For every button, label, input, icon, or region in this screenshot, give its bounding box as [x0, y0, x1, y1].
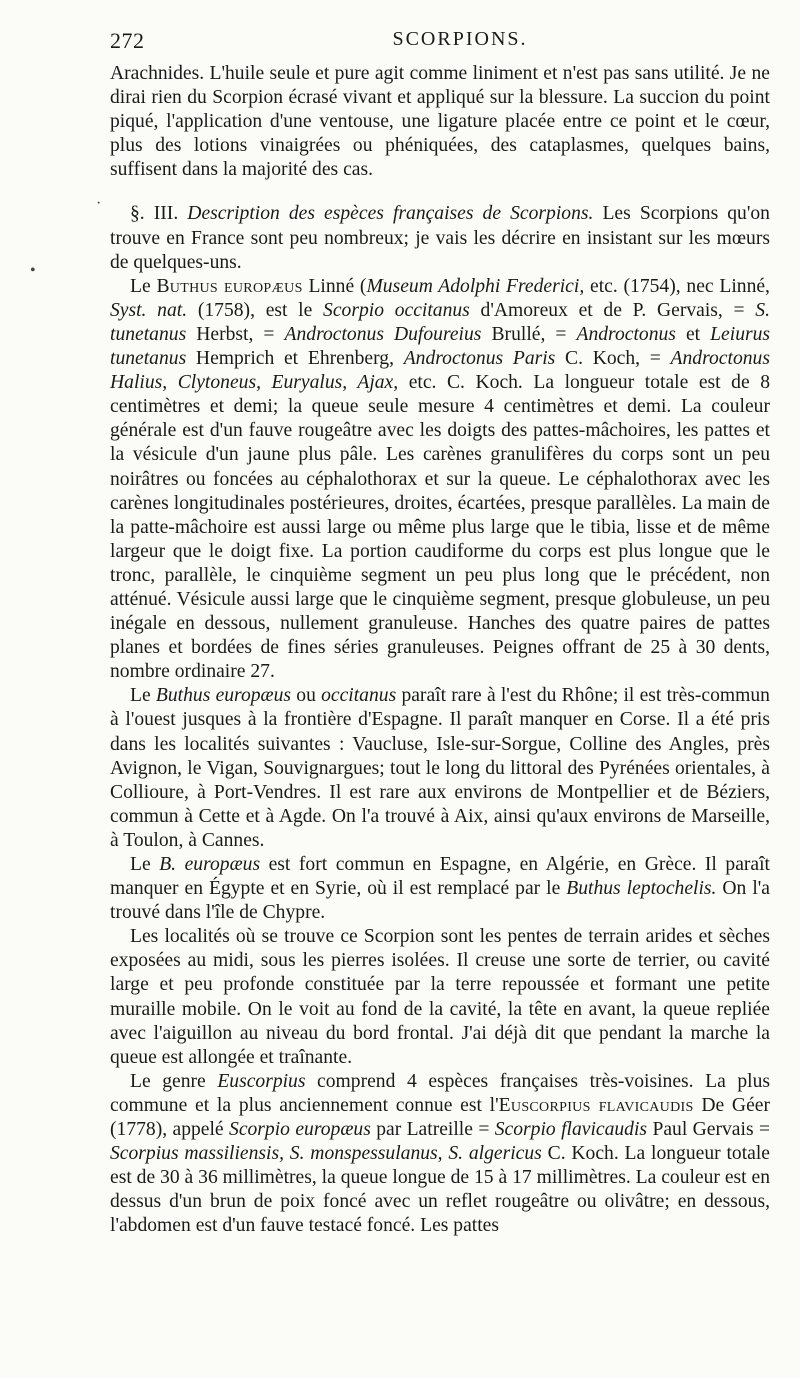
margin-dot-mark: • — [30, 262, 36, 279]
italic-taxon: occitanus — [321, 685, 397, 707]
text-segment: Brullé, = — [491, 323, 567, 345]
text-segment: Linné ( — [308, 275, 367, 297]
page-number: 272 — [110, 28, 145, 53]
text-segment: d'Amoreux et de P. Gervais, = — [480, 299, 745, 321]
italic-taxon: Scorpio occitanus — [323, 299, 470, 321]
text-segment: On l'a trouvé dans l'île de Chypre. — [110, 878, 770, 924]
text-le: Le — [130, 275, 151, 297]
italic-taxon: Buthus leptochelis. — [566, 878, 717, 900]
italic-taxon: Androctonus Dufoureius — [284, 323, 482, 345]
text-segment: (1758), est le — [197, 299, 313, 321]
section-number: §. III. — [130, 203, 179, 225]
paragraph-distribution-abroad — [110, 853, 770, 925]
species-name-euscorpius: Euscorpius flavicaudis — [498, 1094, 694, 1116]
section-spacer — [110, 182, 770, 202]
text-segment: C. Koch, = — [565, 348, 661, 370]
italic-taxon: Androctonus Halius, Clytoneus, Euryalus, Ajax, — [110, 348, 770, 394]
paragraph-section-iii — [110, 202, 770, 274]
paragraph-distribution-france — [110, 684, 770, 853]
italic-title: Museum Adolphi Frederici, — [366, 275, 585, 297]
paragraph-euscorpius — [110, 1070, 770, 1239]
text-segment: est fort commun en Espagne, en Algérie, en Grèce. Il paraît manquer en Égypte et en Syrie, où il est remplacé par le — [110, 854, 771, 900]
italic-taxon: Buthus europæus — [155, 685, 292, 707]
text-segment: par Latreille = — [376, 1119, 490, 1141]
text-segment: etc. C. Koch. La longueur totale est de 8 centimètres et demi; la queue seule mesure 4 centimètres et demi. La couleur générale est d'un fauve rougeâtre avec les doigts des pattes-mâchoires, les pattes et la vésicule d'un jaune plus pâle. Les carènes granulifères du corps sont un peu noirâtres ou foncées au céphalothorax et sur la queue. Le céphalothorax avec les carènes longitudinales postérieures, droites, écartées, presque parallèles. La main de la patte-mâchoire est aussi large ou même plus large que le tibia, lisse et de même largeur que le doigt fixe. La portion caudiforme du corps est plus longue que le tronc, parallèle, le cinquième segment un peu plus long que le précédent, non atténué. Vésicule aussi large que le cinquième segment, presque globuleuse, un peu inégale en dessous, nullement granuleuse. Hanches des quatre paires de pattes planes et bordées de fines séries granuleuses. Peignes offrant de 25 à 30 dents, nombre ordinaire 27. — [110, 372, 770, 683]
text-segment: C. Koch. La longueur totale est de 30 à 36 millimètres, la queue longue de 15 à 17 millimètres. La couleur est en dessus d'un brun de poix foncé avec un reflet rougeâtre ou olivâtre; en dessous, l'abdomen est d'un fauve testacé foncé. Les pattes — [110, 1143, 771, 1237]
italic-taxon: Leiurus tunetanus — [110, 323, 771, 370]
running-head — [110, 28, 770, 58]
text-segment: etc. (1754), nec Linné, — [590, 275, 770, 297]
text-segment: et — [685, 323, 701, 345]
italic-taxon: Scorpius massiliensis, S. monspessulanus, S. algericus — [110, 1143, 542, 1165]
italic-taxon: B. europæus — [159, 854, 261, 875]
margin-dot-mark: · — [96, 195, 102, 212]
section-heading: Description des espèces françaises de Scorpions. — [187, 203, 594, 225]
italic-taxon: Androctonus Paris — [403, 348, 556, 370]
text-segment: Paul Gervais = — [652, 1119, 770, 1141]
italic-taxon: Scorpio europæus — [229, 1119, 371, 1141]
species-name-buthus: Buthus europæus — [156, 275, 303, 297]
text-le: Le — [130, 854, 151, 875]
italic-taxon: Euscorpius — [217, 1070, 306, 1092]
section-intro: Les Scorpions qu'on trouve en France sont peu nombreux; je vais les décrire en insistant sur les mœurs de quelques-uns. — [110, 203, 770, 273]
text-segment: comprend 4 espèces françaises très-voisines. La plus commune et la plus anciennement connue est l' — [110, 1070, 770, 1116]
italic-taxon: Scorpio flavicaudis — [494, 1119, 648, 1141]
text-segment: Herbst, = — [196, 323, 275, 345]
text-segment: paraît rare à l'est du Rhône; il est très-commun à l'ouest jusques à la frontière d'Espagne. Il paraît manquer en Corse. Il a été pris dans les localités suivantes : Vaucluse, Isle-sur-Sorgue, Colline des Angles, près Avignon, le Vigan, Souvignargues; tout le long du littoral des Pyrénées orientales, à Collioure, à Port-Vendres. Il est rare aux environs de Montpellier et de Béziers, commun à Cette et à Agde. On l'a trouvé à Aix, ainsi qu'aux environs de Marseille, à Toulon, à Cannes. — [110, 685, 770, 851]
italic-title: Syst. nat. — [110, 299, 188, 321]
text-segment: Le genre — [130, 1070, 206, 1092]
text-segment: ou — [296, 685, 316, 707]
paragraph-treatment: Arachnides. L'huile seule et pure agit comme liniment et n'est pas sans utilité. Je ne dirai rien du Scorpion écrasé vivant et appliqué sur la blessure. La succion du point piqué, l'application d'une ventouse, une ligature placée entre ce point et le cœur, plus des lotions vinaigrées ou phéniquées, des cataplasmes, quelques bains, suffisent dans la majorité des cas. — [110, 63, 770, 181]
body-text — [110, 62, 770, 1239]
paragraph-buthus-description — [110, 275, 770, 685]
running-title: SCORPIONS. — [392, 28, 528, 50]
italic-taxon: S. tunetanus — [110, 299, 770, 345]
paragraph-habitat: Les localités où se trouve ce Scorpion sont les pentes de terrain arides et sèches exposées au midi, sous les pierres isolées. Il creuse une sorte de terrier, ou cavité large et peu profonde constituée par la terre repoussée et formant une petite muraille mobile. On le voit au fond de la cavité, la tête en avant, la queue repliée avec l'aiguillon au niveau du bord frontal. J'ai déjà dit que pendant la marche la queue est allongée et traînante. — [110, 926, 770, 1068]
text-segment: Hemprich et Ehrenberg, — [195, 348, 394, 370]
text-segment: De Géer (1778), appelé — [110, 1094, 770, 1141]
text-le: Le — [130, 685, 151, 707]
italic-taxon: Androctonus — [576, 323, 676, 345]
